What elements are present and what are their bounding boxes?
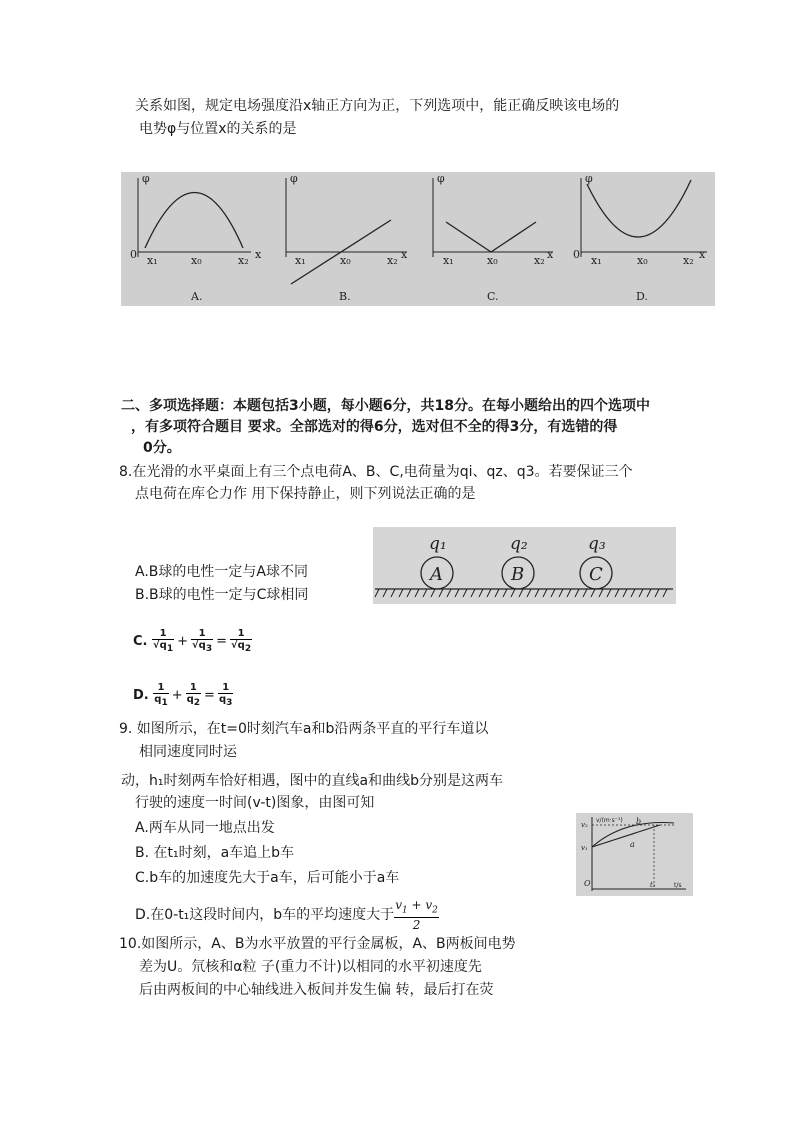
graph-b xyxy=(286,172,408,303)
graph-b-x2-label: x₂ xyxy=(387,254,398,267)
graph-d-x2-label: x₂ xyxy=(683,254,694,267)
graph-a-x2-label: x₂ xyxy=(238,254,249,267)
q8-ball-a-label: A xyxy=(430,564,443,585)
section2-line-1: 二、多项选择题：本题包括3小题，每小题6分，共18分。在每小题给出的四个选项中 xyxy=(121,398,650,414)
q8-charges-svg xyxy=(373,527,676,604)
q9-x-axis-label: t/s xyxy=(674,882,682,889)
graph-a-x-label: x xyxy=(255,248,262,261)
q10-stem-line-2: 差为U。氘核和α粒 子(重力不计)以相同的水平初速度先 xyxy=(139,959,482,975)
graph-a-x1-label: x₁ xyxy=(147,254,158,267)
q9-option-b: B. 在t₁时刻，a车追上b车 xyxy=(135,845,295,861)
q9-option-d-fraction: $\frac{v_1 + v_2}{2}$ xyxy=(395,898,438,933)
q9-option-c: C.b车的加速度先大于a车，后可能小于a车 xyxy=(135,870,400,886)
q9-vt-figure xyxy=(576,813,693,896)
q9-stem-line-4: 行驶的速度一时间(v-t)图象，由图可知 xyxy=(135,795,375,811)
graph-options-figure xyxy=(121,172,715,306)
q9-vt-svg xyxy=(576,813,693,896)
q8-charges-figure xyxy=(373,527,676,604)
intro-line-1: 关系如图，规定电场强度沿x轴正方向为正，下列选项中，能正确反映该电场的 xyxy=(135,98,620,114)
q9-v1-label: v₁ xyxy=(581,844,588,852)
q8-option-a: A.B球的电性一定与A球不同 xyxy=(135,564,308,580)
q8-option-c-term-1: $\frac{1}{√q_1}$ xyxy=(153,628,174,654)
q8-q3-label: q₃ xyxy=(588,534,606,554)
graph-d-phi-label: φ xyxy=(585,172,593,185)
q9-option-d-text: D.在0-t₁这段时间内，b车的平均速度大于 xyxy=(135,907,395,924)
graph-c-v-line xyxy=(446,222,536,252)
section2-line-2: ，有多项符合题目 要求。全部选对的得6分，选对但不全的得3分，有选错的得 xyxy=(131,419,618,435)
graph-b-x1-label: x₁ xyxy=(295,254,306,267)
graph-a xyxy=(130,172,262,303)
q8-ball-c-label: C xyxy=(589,564,603,585)
q9-option-d xyxy=(135,898,439,932)
graph-a-curve xyxy=(145,193,243,249)
graph-a-origin-label: 0 xyxy=(130,248,137,261)
graph-c xyxy=(433,172,554,303)
graph-c-x0-label: x₀ xyxy=(487,254,498,267)
q10-stem-line-1: 10.如图所示，A、B为水平放置的平行金属板，A、B两板间电势 xyxy=(119,936,516,952)
q8-option-c-label: C. xyxy=(133,634,148,649)
graph-c-x2-label: x₂ xyxy=(534,254,545,267)
q9-v2-label: v₂ xyxy=(581,821,588,829)
graph-c-phi-label: φ xyxy=(437,172,445,185)
graph-a-x0-label: x₀ xyxy=(191,254,202,267)
graph-d-option-label: D. xyxy=(636,290,648,303)
q8-q2-label: q₂ xyxy=(510,534,528,554)
q10-stem-line-3: 后由两板间的中心轴线进入板间并发生偏 转，最后打在荧 xyxy=(139,982,494,998)
graph-d-x0-label: x₀ xyxy=(637,254,648,267)
q8-option-c-term-3: $\frac{1}{√q_2}$ xyxy=(231,628,252,654)
q9-stem-line-1: 9. 如图所示，在t=0时刻汽车a和b沿两条平直的平行车道以 xyxy=(119,721,489,737)
graph-d-origin-label: 0 xyxy=(573,248,580,261)
graph-d-x-label: x xyxy=(699,248,706,261)
q8-option-d-term-2: $\frac{1}{q_2}$ xyxy=(186,682,201,708)
graph-b-phi-label: φ xyxy=(290,172,298,185)
q8-ball-b-label: B xyxy=(511,564,525,585)
graph-b-x0-label: x₀ xyxy=(340,254,351,267)
intro-line-2: 电势φ与位置x的关系的是 xyxy=(139,121,297,137)
q9-b-label: b xyxy=(636,817,642,826)
graph-c-option-label: C. xyxy=(487,290,499,303)
section2-line-3: 0分。 xyxy=(143,440,181,456)
q9-option-a: A.两车从同一地点出发 xyxy=(135,820,275,836)
q8-option-c-term-2: $\frac{1}{√q_3}$ xyxy=(192,628,213,654)
graph-d-x1-label: x₁ xyxy=(591,254,602,267)
q8-option-d-term-1: $\frac{1}{q_1}$ xyxy=(154,682,168,708)
graph-d xyxy=(573,172,707,303)
graph-c-x-label: x xyxy=(547,248,554,261)
q9-stem-line-3: 动，h₁时刻两车恰好相遇，图中的直线a和曲线b分别是这两车 xyxy=(121,773,503,789)
q9-origin-label: O xyxy=(584,879,591,888)
q9-a-label: a xyxy=(630,840,635,849)
q8-hatching xyxy=(375,589,667,597)
q8-option-c: C. $\frac{1}{√q_1}$ + $\frac{1}{√q_3}$ = $\frac{1}{√q_2}$ xyxy=(133,628,252,654)
q8-stem-line-1: 8.在光滑的水平桌面上有三个点电荷A、B、C,电荷量为qi、qz、q3。若要保证三个 xyxy=(119,464,633,480)
q8-option-d-term-3: $\frac{1}{q_3}$ xyxy=(218,682,233,708)
q8-option-b: B.B球的电性一定与C球相同 xyxy=(135,587,309,603)
graph-c-x1-label: x₁ xyxy=(443,254,454,267)
graph-b-x-label: x xyxy=(401,248,408,261)
q8-q1-label: q₁ xyxy=(429,534,447,554)
q9-y-axis-label: v/(m·s⁻¹) xyxy=(596,817,623,824)
graph-b-option-label: B. xyxy=(339,290,351,303)
graph-a-option-label: A. xyxy=(191,290,203,303)
q8-stem-line-2: 点电荷在库仑力作 用下保持静止，则下列说法正确的是 xyxy=(135,486,476,502)
graph-options-svg xyxy=(121,172,715,306)
graph-a-phi-label: φ xyxy=(142,172,150,185)
q9-stem-line-2: 相同速度同时运 xyxy=(139,744,237,760)
graph-d-curve xyxy=(587,180,691,237)
q9-t1-label: t₁ xyxy=(650,881,656,889)
q8-option-d: D. $\frac{1}{q_1}$ + $\frac{1}{q_2}$ = $\frac{1}{q_3}$ xyxy=(133,682,233,708)
q8-option-d-label: D. xyxy=(133,688,149,703)
